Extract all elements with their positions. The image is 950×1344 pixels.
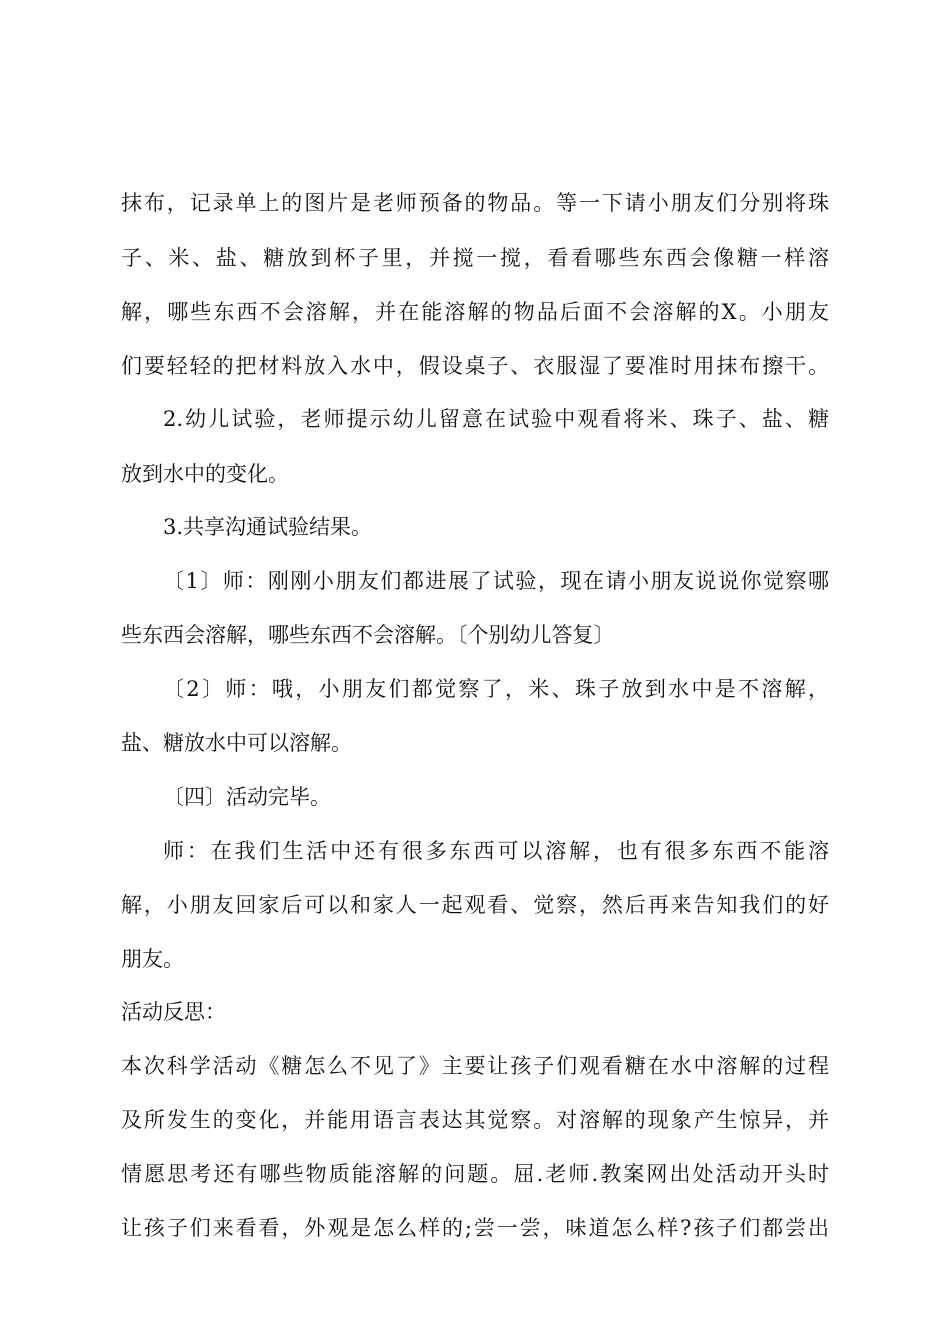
text-line-content: 盐、糖放水中可以溶解。 xyxy=(121,731,352,755)
text-line xyxy=(121,1052,829,1080)
text-line xyxy=(163,783,331,811)
text-line xyxy=(121,1106,829,1134)
text-line-content: 活动反思： xyxy=(121,1000,226,1024)
text-line xyxy=(163,405,829,433)
text-line xyxy=(121,621,615,649)
text-line xyxy=(121,998,226,1026)
text-line xyxy=(121,298,829,326)
text-line-content: 些东西会溶解，哪些东西不会溶解。〔个别幼儿答复〕 xyxy=(121,623,615,647)
text-line-content: 情愿思考还有哪些物质能溶解的问题。屈.老师.教案网出处活动开头时 xyxy=(121,1162,829,1186)
text-line-content: 及所发生的变化，并能用语言表达其觉察。对溶解的现象产生惊异，并 xyxy=(121,1108,829,1132)
text-line xyxy=(163,675,829,703)
text-line xyxy=(121,729,352,757)
text-line xyxy=(121,189,829,217)
text-line xyxy=(121,891,829,919)
text-line xyxy=(121,1214,829,1242)
text-line-content: 解，哪些东西不会溶解，并在能溶解的物品后面不会溶解的X。小朋友 xyxy=(121,300,829,324)
text-line-content: 让孩子们来看看，外观是怎么样的;尝一尝，味道怎么样?孩子们都尝出 xyxy=(121,1216,829,1240)
text-line-content: 师：在我们生活中还有很多东西可以溶解，也有很多东西不能溶 xyxy=(163,839,829,863)
text-line-content: 2.幼儿试验，老师提示幼儿留意在试验中观看将米、珠子、盐、糖 xyxy=(163,407,829,431)
text-line-content: 子、米、盐、糖放到杯子里，并搅一搅，看看哪些东西会像糖一样溶 xyxy=(121,246,829,270)
text-line-content: 本次科学活动《糖怎么不见了》主要让孩子们观看糖在水中溶解的过程 xyxy=(121,1054,829,1078)
text-line-content: 3.共享沟通试验结果。 xyxy=(163,515,373,539)
text-line xyxy=(163,837,829,865)
text-line-content: 们要轻轻的把材料放入水中，假设桌子、衣服湿了要准时用抹布擦干。 xyxy=(121,354,829,378)
text-line-content: 抹布，记录单上的图片是老师预备的物品。等一下请小朋友们分别将珠 xyxy=(121,191,829,215)
text-line xyxy=(163,513,372,541)
text-line-content: 〔1〕师：刚刚小朋友们都进展了试验，现在请小朋友说说你觉察哪 xyxy=(163,569,829,593)
text-line-content: 放到水中的变化。 xyxy=(121,462,289,486)
text-line xyxy=(121,1160,829,1188)
text-line-content: 解，小朋友回家后可以和家人一起观看、觉察，然后再来告知我们的好 xyxy=(121,893,829,917)
text-line-content: 〔2〕师：哦，小朋友们都觉察了，米、珠子放到水中是不溶解， xyxy=(163,677,829,701)
text-line-content: 〔四〕活动完毕。 xyxy=(163,785,331,809)
text-line xyxy=(121,244,829,272)
text-line xyxy=(163,567,829,595)
text-line xyxy=(121,352,829,380)
text-line xyxy=(121,945,184,973)
text-line xyxy=(121,460,289,488)
text-line-content: 朋友。 xyxy=(121,947,184,971)
